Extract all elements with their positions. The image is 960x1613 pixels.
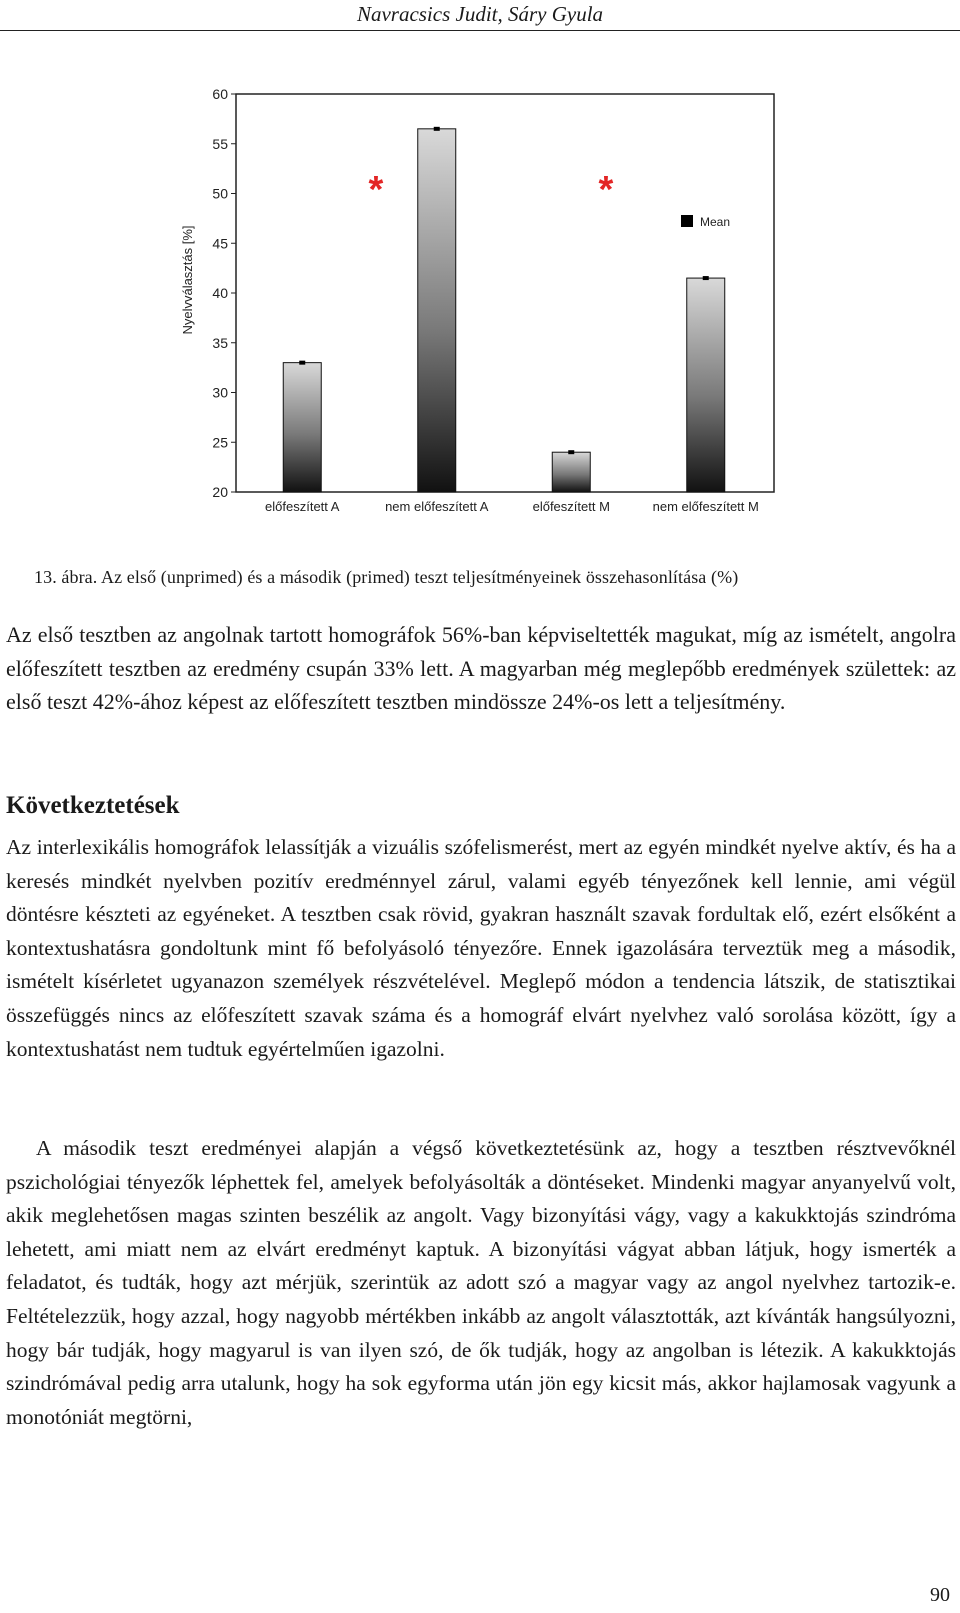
bar-chart (178, 80, 788, 530)
mean-marker (703, 276, 709, 280)
y-axis-label: Nyelvválasztás [%] (180, 225, 195, 335)
legend (681, 215, 730, 229)
bar (687, 278, 725, 492)
x-tick-label: nem előfeszített M (652, 499, 759, 514)
running-header (0, 0, 960, 31)
paragraph-results (6, 618, 956, 719)
y-tick-label: 50 (212, 185, 228, 202)
paragraph-results-text: Az első tesztben az angolnak tartott homográfok 56%-ban képviseltették magukat, míg az ismételt, angolra előfeszített tesztben az eredmény csupán 33% lett. A magyarban még meglepőbb eredmények születtek: az első teszt 42%-ához képest az előfeszített tesztben mindössze 24%-os lett a teljesítmény. (6, 622, 956, 715)
y-tick-label: 40 (212, 285, 228, 301)
y-tick-label: 35 (212, 334, 228, 351)
significance-asterisk: * (598, 169, 614, 211)
y-tick-label: 25 (212, 434, 228, 451)
y-tick-label: 60 (212, 86, 228, 102)
figure-caption: 13. ábra. Az első (unprimed) és a második (primed) teszt teljesítményeinek összehasonlítása (%) (34, 567, 739, 587)
y-tick-label: 20 (212, 484, 228, 500)
significance-asterisk: * (368, 169, 384, 211)
chart-svg (178, 80, 788, 530)
paragraph-conclusions-2: A második teszt eredményei alapján a végső következtetésünk az, hogy a tesztben résztvevőknél pszichológiai tényezők léphettek fel, amelyek befolyásolták a döntéseket. Mindenki magyar anyanyelvű volt, akik meglehetősen magas szinten beszélik az angolt. Vagy bizonyítási vágy, vagy a kakukktojás szindróma lehetett, ami miatt nem az elvárt eredményt kaptuk. A bizonyítási vágyat abban látjuk, hogy ismerték a feladatot, és tudták, hogy azt mérjük, szerintük az adott szó a magyar vagy az angol nyelvhez tartozik-e. Feltételezzük, hogy azzal, hogy nagyobb mértékben inkább az angolt választották, azt kívánták hangsúlyozni, hogy bár tudják, hogy magyarul is van ilyen szó, de ők tudják, hogy az angolban is létezik. A kakukktojás szindrómával pedig arra utalunk, hogy ha sok egyforma után jön egy kicsit más, akkor hajlamosak vagyunk a monotóniát megtörni, (6, 1136, 956, 1429)
x-tick-label: nem előfeszített A (385, 499, 489, 514)
page-number: 90 (930, 1584, 950, 1606)
y-tick-label: 55 (212, 135, 228, 152)
mean-marker (299, 361, 305, 365)
bar (418, 129, 456, 492)
legend-label: Mean (700, 215, 731, 229)
legend-swatch (681, 215, 693, 227)
mean-marker (434, 127, 440, 131)
running-title: Navracsics Judit, Sáry Gyula (356, 2, 604, 26)
mean-marker (568, 450, 574, 454)
y-tick-label: 45 (212, 235, 228, 252)
section-heading: Következtetések (6, 792, 180, 819)
x-tick-label: előfeszített M (532, 499, 610, 514)
paragraph-conclusions-1: Az interlexikális homográfok lelassítják a vizuális szófelismerést, mert az egyén mindkét nyelve aktív, és ha a keresés mindkét nyelvben pozitív eredménnyel zárul, valami egyéb tényezőnek kell lennie, ami végül döntésre készteti az egyéneket. A tesztben csak rövid, gyakran használt szavak fordultak elő, ezért elsőként a kontextushatásra gondoltunk mint fő befolyásoló tényezőre. Ennek igazolására terveztük meg a második, ismételt kísérletet ugyanazon személyek részvételével. Meglepő módon a tendencia látszik, de statisztikai összefüggés nincs az előfeszített szavak száma és a homográf elvárt nyelvhez való sorolása között, így a kontextushatást nem tudtuk egyértelműen igazolni. (6, 835, 956, 1061)
x-tick-label: előfeszített A (265, 499, 340, 514)
y-tick-label: 30 (212, 384, 228, 401)
bar (552, 452, 590, 492)
bar (283, 363, 321, 492)
